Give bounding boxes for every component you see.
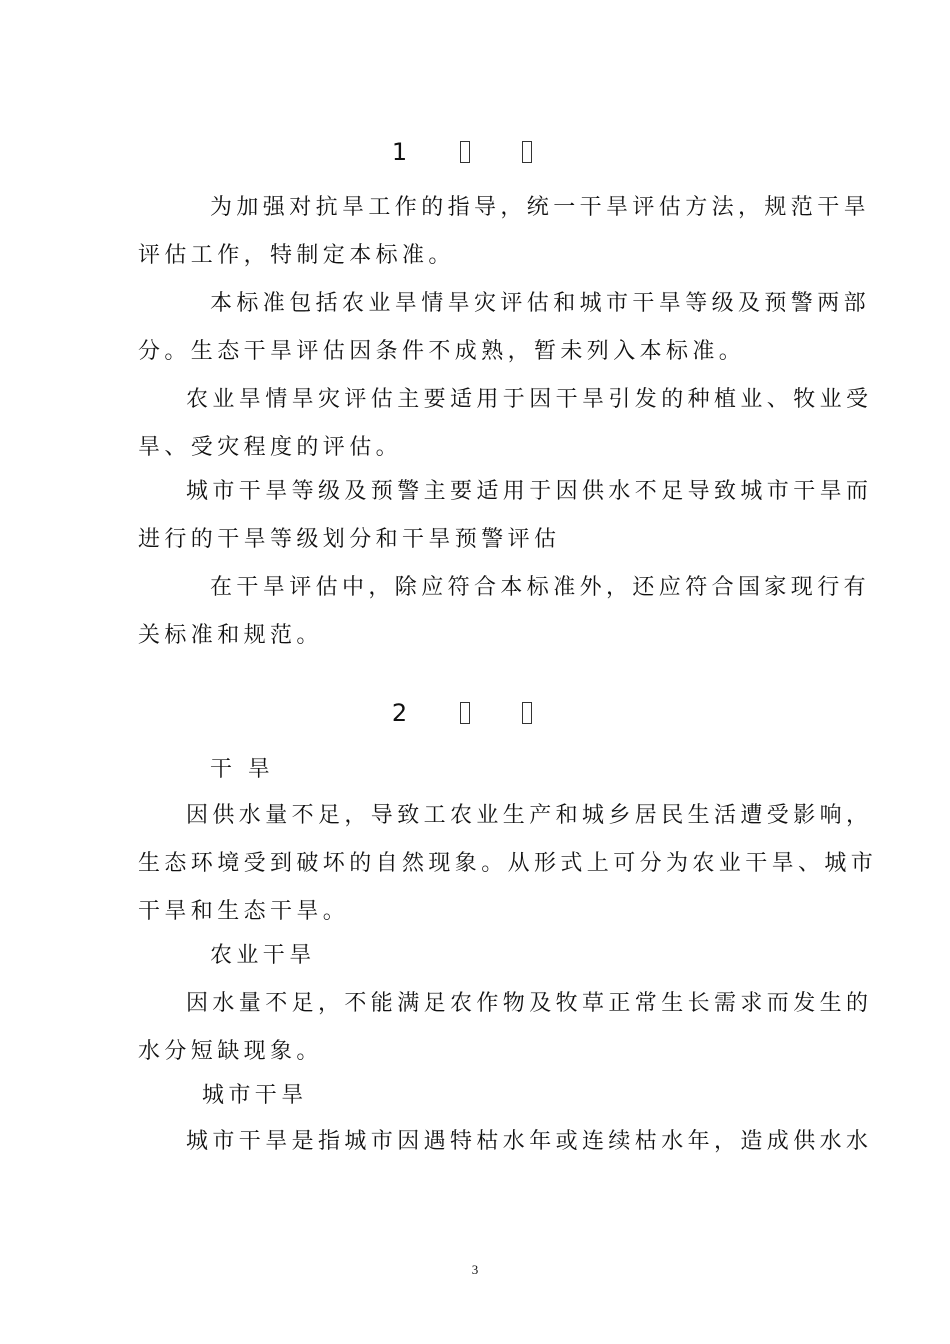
paragraph-line: 本标准包括农业旱情旱灾评估和城市干旱等级及预警两部 — [210, 291, 871, 316]
section-1-heading — [0, 138, 950, 166]
section-2-number: 2 — [391, 699, 409, 727]
term-title: 农业干旱 — [210, 943, 316, 968]
page-number: 3 — [471, 1262, 479, 1277]
term-title: 干 旱 — [210, 757, 275, 782]
missing-glyph-icon — [460, 141, 470, 163]
definition-line: 因水量不足，不能满足农作物及牧草正常生长需求而发生的 — [186, 991, 873, 1016]
section-1-number: 1 — [391, 138, 409, 166]
definition-line: 城市干旱是指城市因遇特枯水年或连续枯水年，造成供水水 — [186, 1129, 873, 1154]
section-2-heading — [0, 699, 950, 727]
term-title: 城市干旱 — [202, 1083, 308, 1108]
definition-line: 干旱和生态干旱。 — [138, 899, 350, 924]
paragraph-line: 旱、受灾程度的评估。 — [138, 435, 403, 460]
missing-glyph-icon — [460, 702, 470, 724]
paragraph-line: 在干旱评估中，除应符合本标准外，还应符合国家现行有 — [210, 575, 871, 600]
paragraph-line: 为加强对抗旱工作的指导，统一干旱评估方法，规范干旱 — [210, 195, 871, 220]
paragraph-line: 分。生态干旱评估因条件不成熟，暂未列入本标准。 — [138, 339, 746, 364]
paragraph-line: 关标准和规范。 — [138, 623, 323, 648]
paragraph-line: 农业旱情旱灾评估主要适用于因干旱引发的种植业、牧业受 — [186, 387, 873, 412]
definition-line: 生态环境受到破坏的自然现象。从形式上可分为农业干旱、城市 — [138, 851, 878, 876]
definition-line: 水分短缺现象。 — [138, 1039, 323, 1064]
missing-glyph-icon — [522, 141, 532, 163]
paragraph-line: 评估工作，特制定本标准。 — [138, 243, 455, 268]
definition-line: 因供水量不足，导致工农业生产和城乡居民生活遭受影响， — [186, 803, 873, 828]
paragraph-line: 城市干旱等级及预警主要适用于因供水不足导致城市干旱而 — [186, 479, 873, 504]
missing-glyph-icon — [522, 702, 532, 724]
paragraph-line: 进行的干旱等级划分和干旱预警评估 — [138, 527, 561, 552]
